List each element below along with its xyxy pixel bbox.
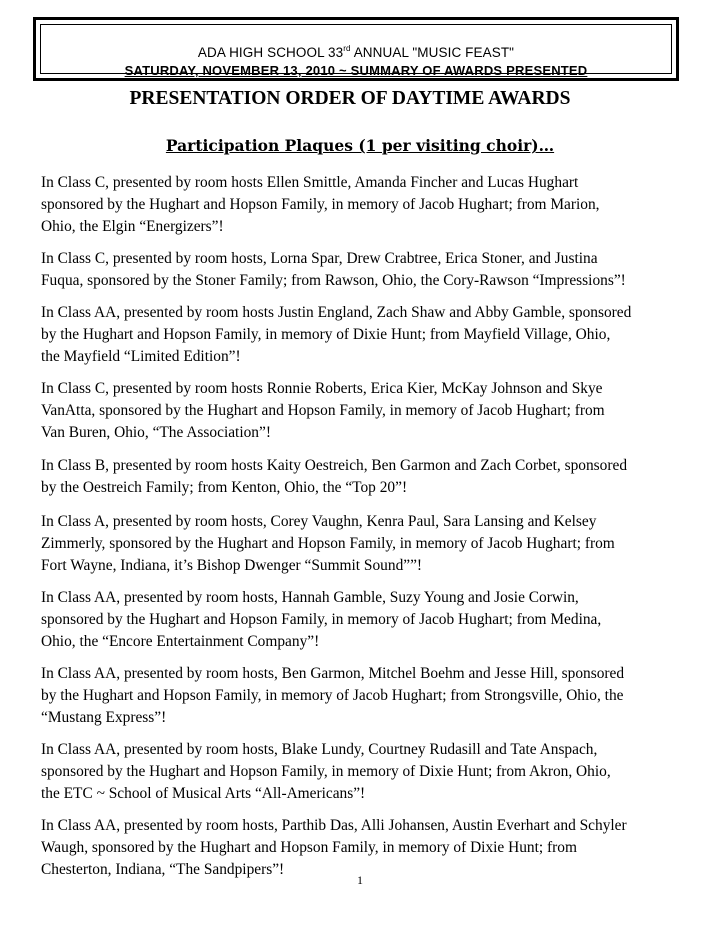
award-paragraph [41,455,691,499]
paragraph-line: Van Buren, Ohio, “The Association”! [41,424,271,441]
paragraph-line: Chesterton, Indiana, “The Sandpipers”! [41,861,285,878]
award-paragraph [41,663,691,729]
paragraph-line: sponsored by the Hughart and Hopson Family, in memory of Jacob Hughart; from Marion, [41,196,600,213]
award-paragraph [41,248,691,292]
award-paragraph [41,739,691,805]
paragraph-line: In Class AA, presented by room hosts, Blake Lundy, Courtney Rudasill and Tate Anspach, [41,741,598,758]
award-paragraph [41,815,691,881]
paragraph-line: Fort Wayne, Indiana, it’s Bishop Dwenger “Summit Sound””! [41,557,423,574]
paragraph-line: In Class AA, presented by room hosts, Hannah Gamble, Suzy Young and Josie Corwin, [41,589,579,606]
section-subtitle: Participation Plaques (1 per visiting choir)… [165,136,555,155]
paragraph-line: the ETC ~ School of Musical Arts “All-Americans”! [41,785,366,802]
paragraph-line: In Class C, presented by room hosts, Lorna Spar, Drew Crabtree, Erica Stoner, and Justina [41,250,598,267]
paragraph-line: “Mustang Express”! [41,709,167,726]
paragraph-line: Fuqua, sponsored by the Stoner Family; from Rawson, Ohio, the Cory-Rawson “Impressions”! [41,272,626,289]
paragraph-line: Ohio, the Elgin “Energizers”! [41,218,224,235]
paragraph-line: VanAtta, sponsored by the Hughart and Hopson Family, in memory of Jacob Hughart; from [41,402,605,419]
header-inner-border [40,24,672,78]
paragraph-line: sponsored by the Hughart and Hopson Family, in memory of Jacob Hughart; from Medina, [41,611,602,628]
paragraph-line: by the Hughart and Hopson Family, in memory of Dixie Hunt; from Mayfield Village, Ohio, [41,326,611,343]
header-school-title [41,45,671,60]
paragraph-line: In Class AA, presented by room hosts, Parthib Das, Alli Johansen, Austin Everhart and Schyler [41,817,627,834]
paragraph-line: In Class C, presented by room hosts Ronnie Roberts, Erica Kier, McKay Johnson and Skye [41,380,603,397]
paragraph-line: Ohio, the “Encore Entertainment Company”! [41,633,320,650]
award-paragraph [41,302,691,368]
paragraph-line: the Mayfield “Limited Edition”! [41,348,241,365]
header-title-rest: ANNUAL "MUSIC FEAST" [350,45,515,60]
paragraph-line: by the Oestreich Family; from Kenton, Ohio, the “Top 20”! [41,479,408,496]
paragraph-line: by the Hughart and Hopson Family, in memory of Jacob Hughart; from Strongsville, Ohio, the [41,687,624,704]
paragraph-line: In Class AA, presented by room hosts, Ben Garmon, Mitchel Boehm and Jesse Hill, sponsored [41,665,625,682]
paragraph-line: In Class AA, presented by room hosts Justin England, Zach Shaw and Abby Gamble, sponsored [41,304,632,321]
paragraph-line: Zimmerly, sponsored by the Hughart and Hopson Family, in memory of Jacob Hughart; from [41,535,615,552]
paragraph-line: In Class C, presented by room hosts Ellen Smittle, Amanda Fincher and Lucas Hughart [41,174,579,191]
paragraph-line: Waugh, sponsored by the Hughart and Hopson Family, in memory of Dixie Hunt; from [41,839,577,856]
award-paragraph [41,378,691,444]
paragraph-line: In Class A, presented by room hosts, Corey Vaughn, Kenra Paul, Sara Lansing and Kelsey [41,513,597,530]
header-title-prefix: ADA HIGH SCHOOL 33 [197,45,344,60]
page-title: PRESENTATION ORDER OF DAYTIME AWARDS [129,88,571,109]
header-date-summary: SATURDAY, NOVEMBER 13, 2010 ~ SUMMARY OF AWARDS PRESENTED [124,63,588,78]
award-paragraph [41,587,691,653]
paragraph-line: In Class B, presented by room hosts Kaity Oestreich, Ben Garmon and Zach Corbet, sponsored [41,457,628,474]
award-paragraph [41,172,691,238]
header-ordinal-suffix: rd [343,44,351,53]
paragraph-line: sponsored by the Hughart and Hopson Family, in memory of Dixie Hunt; from Akron, Ohio, [41,763,611,780]
award-paragraph [41,511,691,577]
page-number: 1 [357,873,363,887]
header-box [33,17,679,81]
